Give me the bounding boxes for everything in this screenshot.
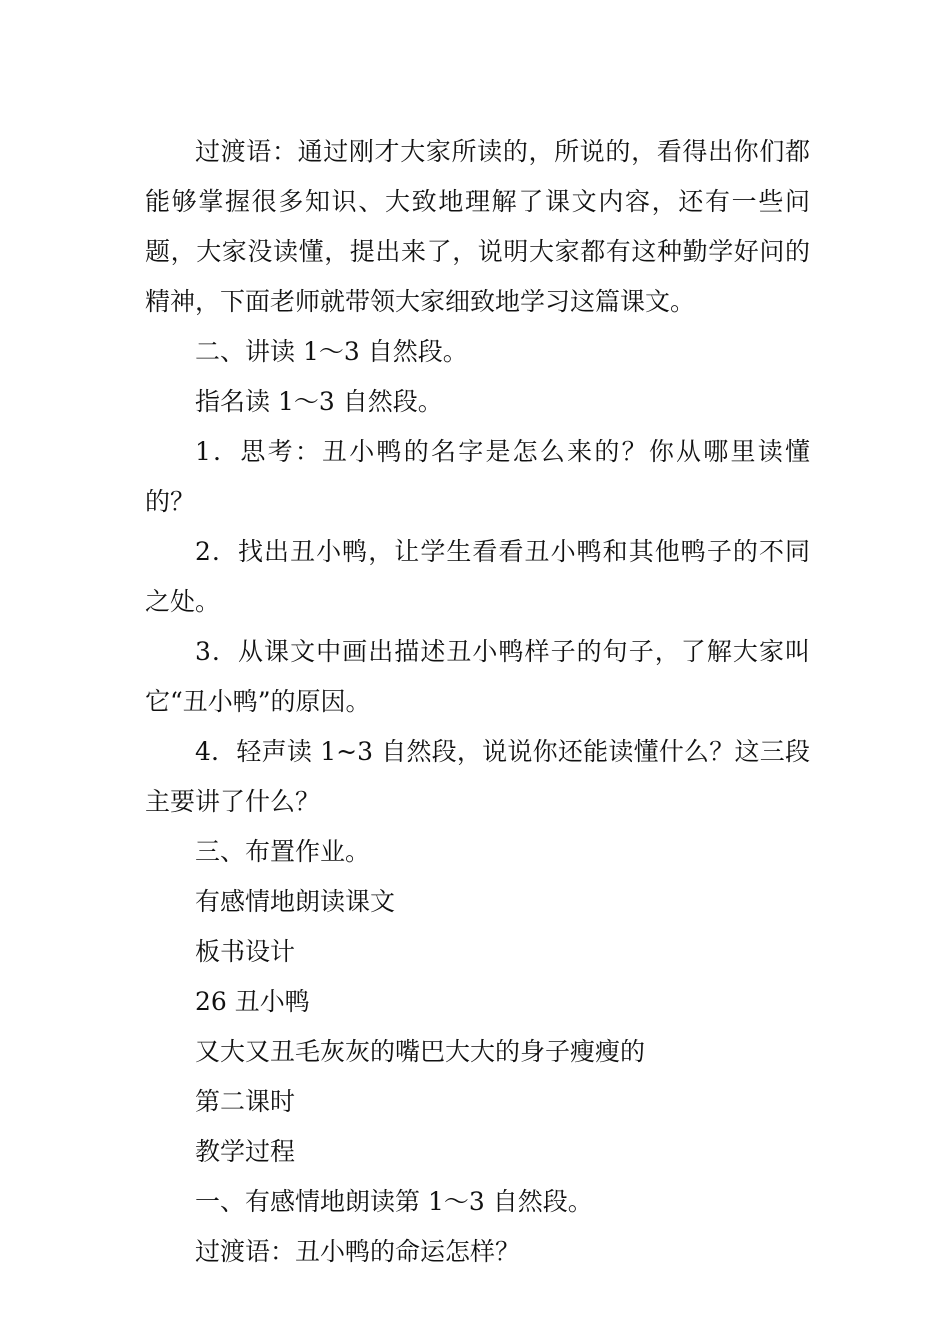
paragraph-board-notes: 又大又丑毛灰灰的嘴巴大大的身子瘦瘦的 — [195, 1037, 646, 1066]
paragraph-board-design: 板书设计 — [195, 937, 296, 966]
paragraph-step-4: 4．轻声读 1~3 自然段，说说你还能读懂什么？这三段主要讲了什么？ — [145, 737, 810, 816]
paragraph-step-1: 1．思考：丑小鸭的名字是怎么来的？你从哪里读懂的？ — [145, 437, 810, 516]
paragraph-teaching-process: 教学过程 — [195, 1137, 296, 1166]
paragraph-step-3: 3．从课文中画出描述丑小鸭样子的句子，了解大家叫它“丑小鸭”的原因。 — [145, 637, 810, 716]
paragraph-section-2-heading: 二、讲读 1～3 自然段。 — [195, 337, 468, 366]
paragraph-lesson-title: 26 丑小鸭 — [195, 987, 310, 1016]
paragraph-transition-1: 过渡语：通过刚才大家所读的，所说的，看得出你们都能够掌握很多知识、大致地理解了课文内容，还有一些问题，大家没读懂，提出来了，说明大家都有这种勤学好问的精神，下面老师就带领大家细致地学习这篇课文。 — [145, 137, 810, 316]
paragraph-assigned-reading: 指名读 1～3 自然段。 — [195, 387, 443, 416]
document-body — [145, 127, 810, 1277]
paragraph-section-3-heading: 三、布置作业。 — [195, 837, 371, 866]
paragraph-section-1-heading: 一、有感情地朗读第 1～3 自然段。 — [195, 1187, 593, 1216]
paragraph-second-lesson: 第二课时 — [195, 1087, 296, 1116]
paragraph-transition-2: 过渡语：丑小鸭的命运怎样？ — [195, 1237, 521, 1266]
paragraph-step-2: 2．找出丑小鸭，让学生看看丑小鸭和其他鸭子的不同之处。 — [145, 537, 810, 616]
paragraph-homework: 有感情地朗读课文 — [195, 887, 396, 916]
